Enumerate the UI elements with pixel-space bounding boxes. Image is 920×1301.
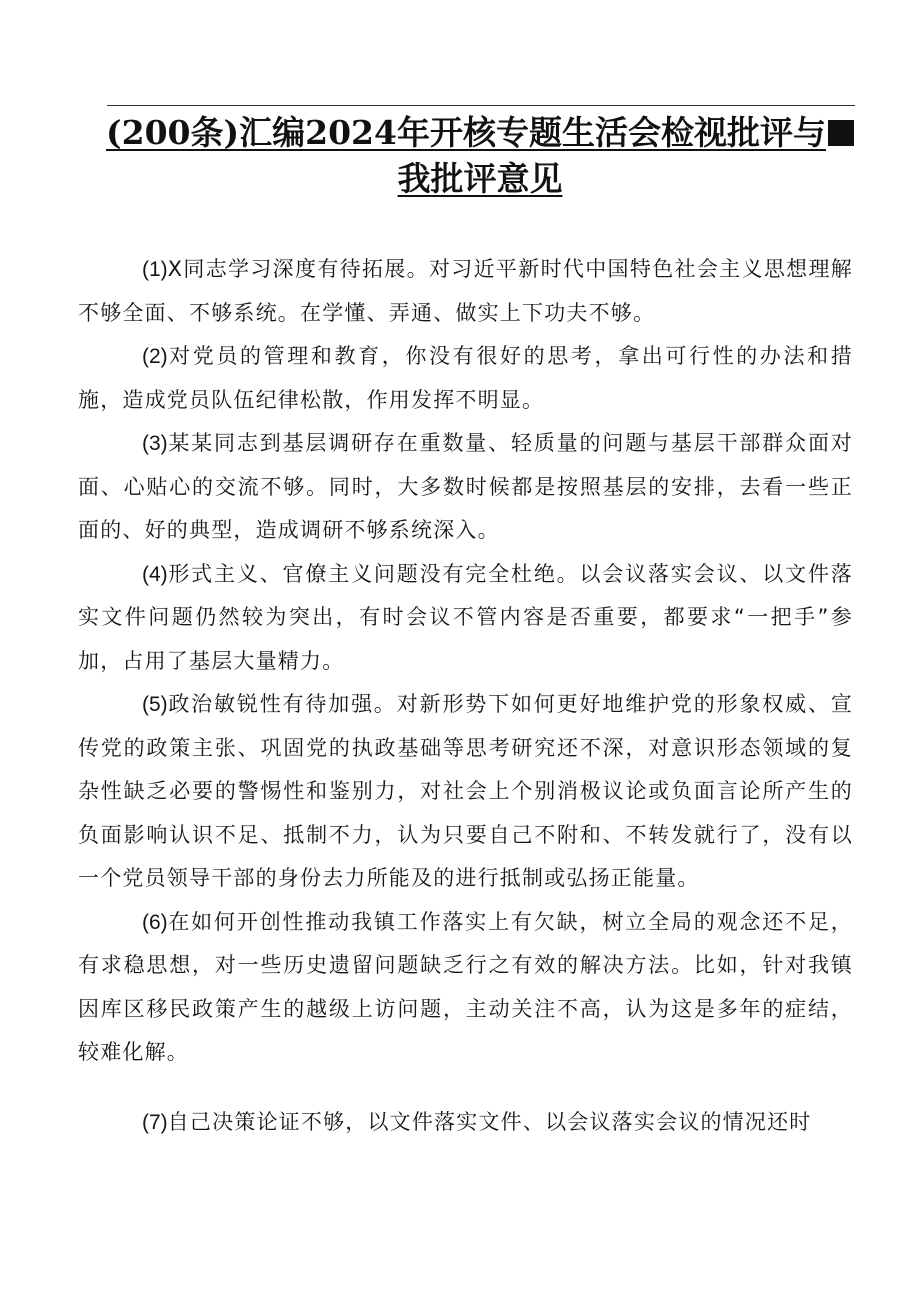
item-number: (5) [142, 693, 168, 716]
paragraph-7 [78, 1101, 853, 1145]
paragraph-6 [78, 901, 853, 1075]
paragraph-5 [78, 683, 853, 901]
paragraph-text: X同志学习深度有待拓展。对习近平新时代中国特色社会主义思想理解不够全面、不够系统。在学懂、弄通、做实上下功夫不够。 [78, 257, 853, 325]
title-line-2: 我批评意见 [397, 159, 563, 198]
paragraph-2 [78, 335, 853, 422]
paragraph-1 [78, 248, 853, 335]
paragraph-text: 对党员的管理和教育，你没有很好的思考，拿出可行性的办法和措施，造成党员队伍纪律松散，作用发挥不明显。 [78, 344, 853, 412]
title-line-1-text: (200条)汇编2024年开核专题生活会检视批评与 [106, 113, 826, 152]
item-number: (7) [142, 1110, 168, 1134]
paragraph-4 [78, 553, 853, 684]
document-body [78, 248, 853, 1144]
paragraph-text: 在如何开创性推动我镇工作落实上有欠缺，树立全局的观念还不足，有求稳思想，对一些历史遗留问题缺乏行之有效的解决方法。比如，针对我镇因库区移民政策产生的越级上访问题，主动关注不高，认为这是多年的症结，较难化解。 [78, 909, 853, 1064]
paragraph-text: 自己决策论证不够，以文件落实文件、以会议落实会议的情况还时 [167, 1109, 812, 1134]
header-rule [107, 105, 855, 106]
paragraph-text: 形式主义、官僚主义问题没有完全杜绝。以会议落实会议、以文件落实文件问题仍然较为突出，有时会议不管内容是否重要，都要求“一把手”参加，占用了基层大量精力。 [78, 561, 853, 673]
black-square-mark [828, 120, 854, 146]
item-number: (1) [142, 258, 168, 281]
item-number: (3) [142, 432, 168, 455]
paragraph-3 [78, 422, 853, 553]
item-number: (4) [142, 562, 168, 586]
paragraph-text: 某某同志到基层调研存在重数量、轻质量的问题与基层干部群众面对面、心贴心的交流不够。同时，大多数时候都是按照基层的安排，去看一些正面的、好的典型，造成调研不够系统深入。 [78, 431, 853, 542]
item-number: (6) [142, 910, 168, 934]
document-title [80, 110, 880, 202]
item-number: (2) [142, 345, 168, 368]
paragraph-text: 政治敏锐性有待加强。对新形势下如何更好地维护党的形象权威、宣传党的政策主张、巩固党的执政基础等思考研究还不深，对意识形态领域的复杂性缺乏必要的警惕性和鉴别力，对社会上个别消极议论或负面言论所产生的负面影响认识不足、抵制不力，认为只要自己不附和、不转发就行了，没有以一个党员领导干部的身份去力所能及的进行抵制或弘扬正能量。 [78, 692, 853, 890]
title-line-1 [80, 110, 880, 156]
